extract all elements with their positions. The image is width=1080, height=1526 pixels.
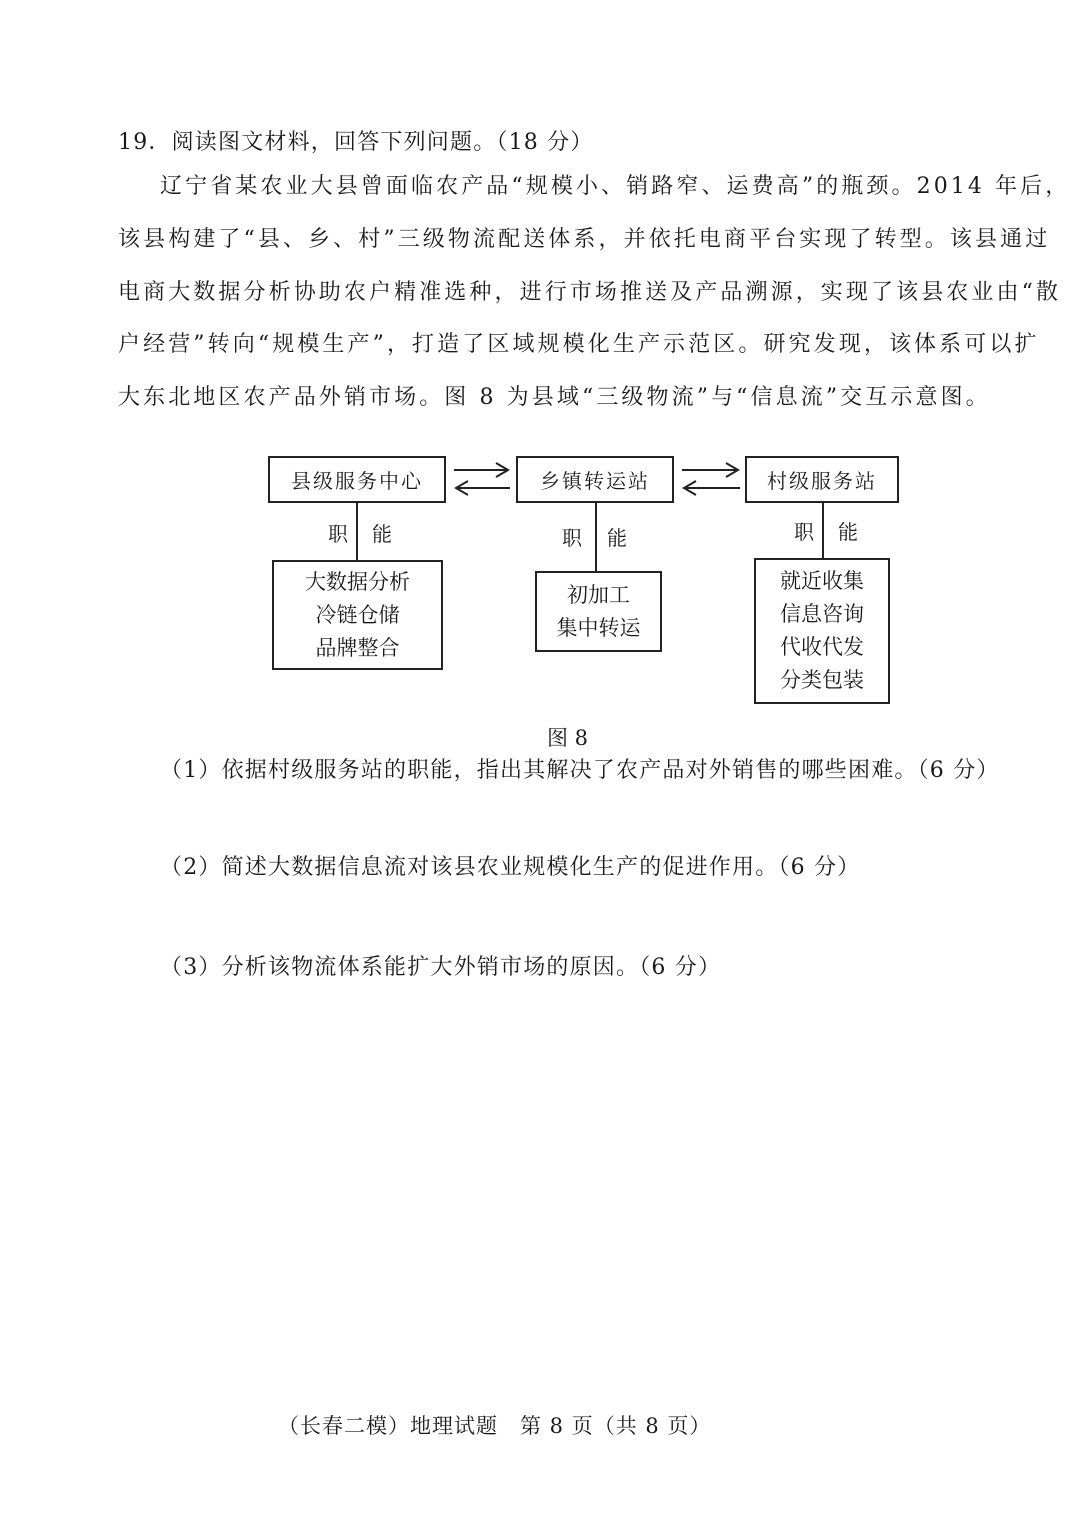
subquestion-3: （3）分析该物流体系能扩大外销市场的原因。（6 分） [160, 955, 722, 980]
paragraph-line: 辽宁省某农业大县曾面临农产品“规模小、销路窄、运费高”的瓶颈。2014 年后， [160, 174, 1071, 199]
function-item: 就近收集 [780, 569, 864, 593]
subquestion-2: （2）简述大数据信息流对该县农业规模化生产的促进作用。（6 分） [160, 855, 861, 880]
paragraph-line: 大东北地区农产品外销市场。图 8 为县域“三级物流”与“信息流”交互示意图。 [118, 385, 991, 410]
function-item: 集中转运 [556, 615, 641, 640]
connector-line [595, 503, 597, 571]
county-service-center-box: 县级服务中心 [268, 456, 446, 503]
function-label: 职 [794, 520, 814, 544]
figure-caption: 图 8 [547, 726, 589, 750]
question-header: 19．阅读图文材料，回答下列问题。（18 分） [118, 130, 594, 155]
function-item: 初加工 [567, 582, 630, 607]
function-label: 职 [562, 526, 582, 550]
function-item: 代收代发 [780, 635, 864, 659]
town-functions-box [535, 571, 662, 652]
function-label: 能 [607, 526, 627, 550]
village-service-station-box: 村级服务站 [745, 456, 899, 503]
county-functions-box [272, 560, 443, 670]
connector-line [356, 503, 358, 560]
function-item: 大数据分析 [305, 569, 410, 594]
connector-line [822, 503, 824, 558]
function-item: 信息咨询 [780, 602, 864, 626]
paragraph-line: 该县构建了“县、乡、村”三级物流配送体系，并依托电商平台实现了转型。该县通过 [118, 227, 1051, 252]
function-item: 分类包装 [780, 668, 864, 692]
paragraph-line: 电商大数据分析协助农户精准选种，进行市场推送及产品溯源，实现了该县农业由“散 [118, 280, 1062, 305]
page-footer: （长春二模）地理试题 第 8 页（共 8 页） [278, 1414, 712, 1438]
function-item: 冷链仓储 [315, 602, 400, 627]
function-label: 能 [372, 522, 392, 546]
subquestion-1: （1）依据村级服务站的职能，指出其解决了农产品对外销售的哪些困难。（6 分） [160, 758, 1000, 783]
function-label: 职 [328, 522, 348, 546]
double-arrow-icon [450, 458, 514, 500]
function-item: 品牌整合 [315, 635, 400, 660]
paragraph-line: 户经营”转向“规模生产”，打造了区域规模化生产示范区。研究发现，该体系可以扩 [118, 332, 1040, 357]
function-label: 能 [838, 520, 858, 544]
double-arrow-icon [678, 458, 744, 500]
village-functions-box [754, 558, 890, 704]
town-transfer-station-box: 乡镇转运站 [516, 456, 674, 503]
